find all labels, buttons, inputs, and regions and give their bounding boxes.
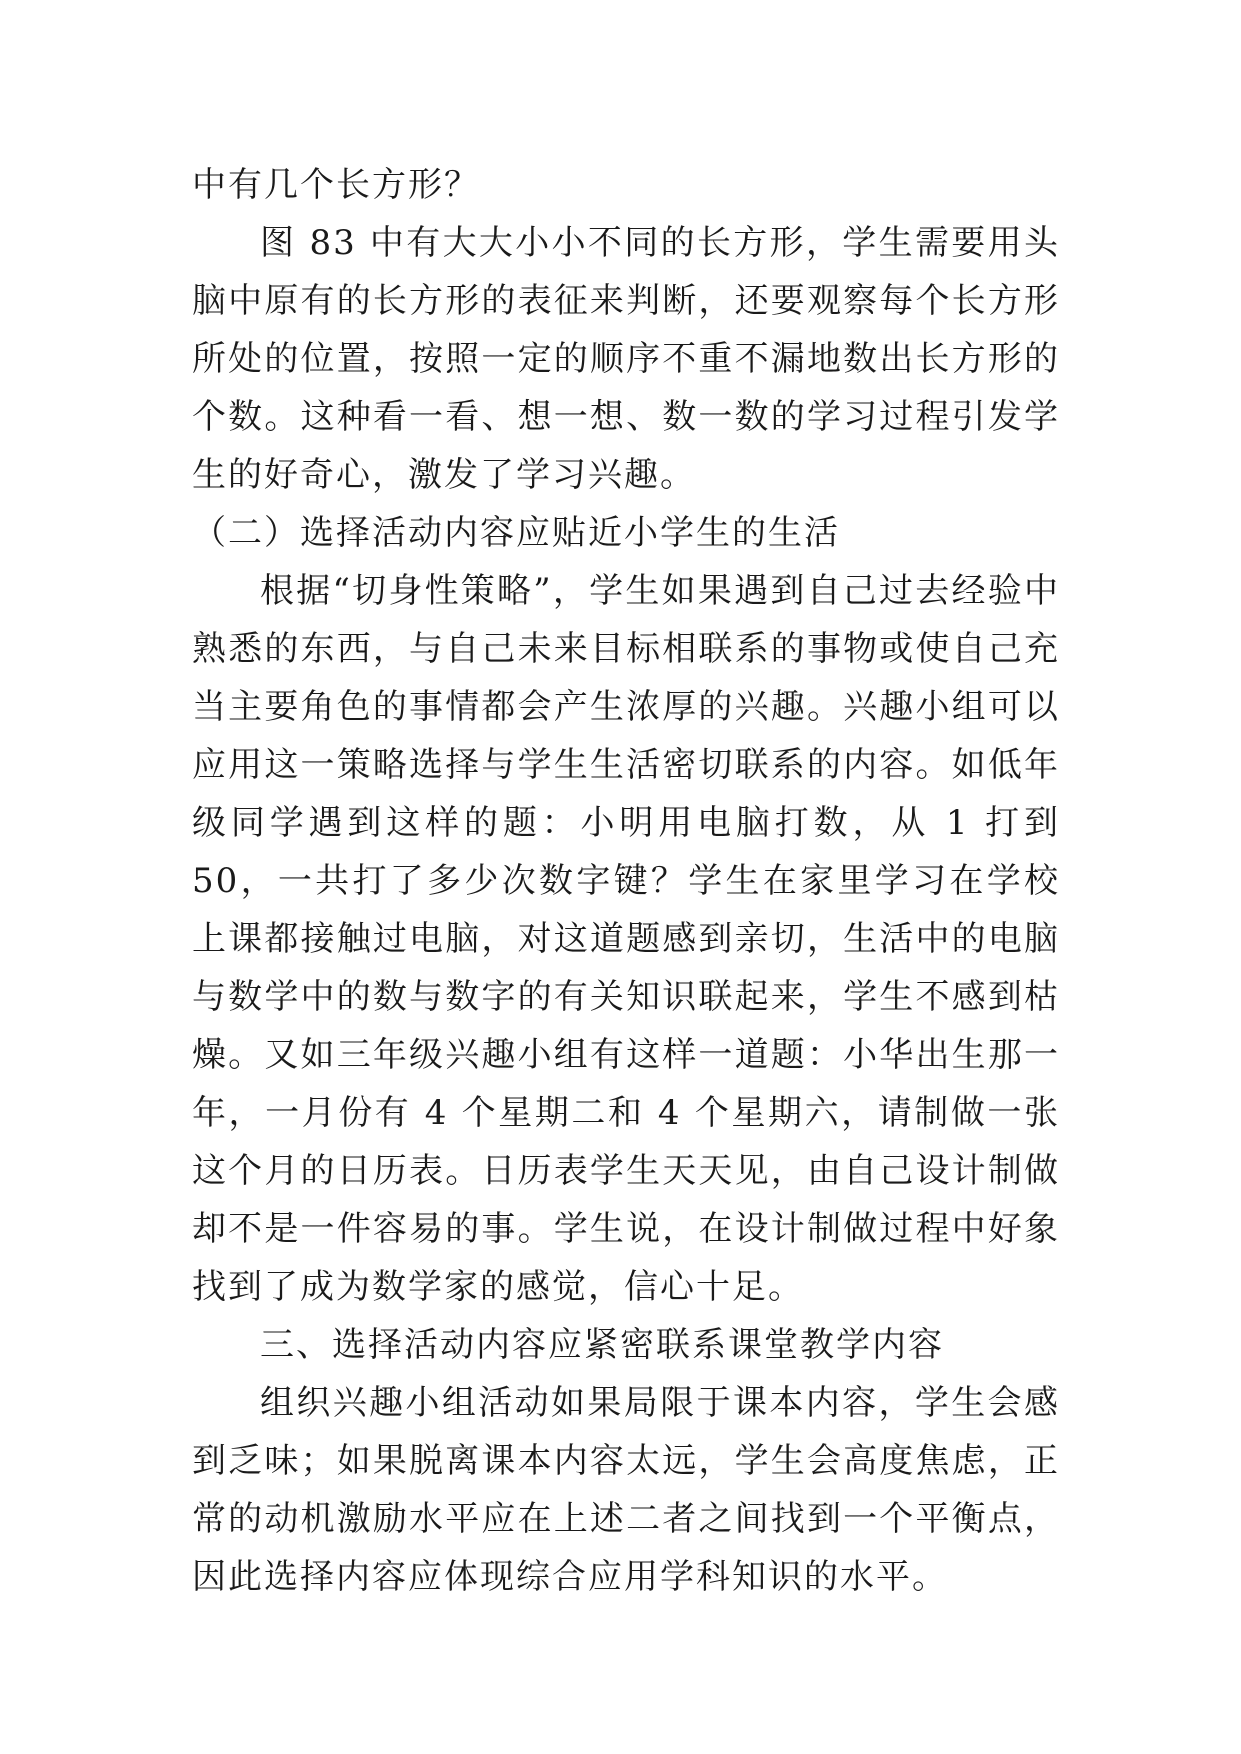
paragraph-rectangles: 图 83 中有大大小小不同的长方形，学生需要用头脑中原有的长方形的表征来判断，还要观察每个长方形所处的位置，按照一定的顺序不重不漏地数出长方形的个数。这种看一看、想一想、数一数的学习过程引发学生的好奇心，激发了学习兴趣。 [192,223,1060,495]
paragraph-relevance-strategy: 根据“切身性策略”，学生如果遇到自己过去经验中熟悉的东西，与自己未来目标相联系的事物或使自己充当主要角色的事情都会产生浓厚的兴趣。兴趣小组可以应用这一策略选择与学生生活密切联系的内容。如低年级同学遇到这样的题：小明用电脑打数，从 1 打到 50，一共打了多少次数字键？学生在家里学习在学校上课都接触过电脑，对这道题感到亲切，生活中的电脑与数学中的数与数字的有关知识联起来，学生不感到枯燥。又如三年级兴趣小组有这样一道题：小华出生那一年，一月份有 4 个星期二和 4 个星期六，请制做一张这个月的日历表。日历表学生天天见，由自己设计制做却不是一件容易的事。学生说，在设计制做过程中好象找到了成为数学家的感觉，信心十足。 [192,571,1060,1307]
section-subheading: （二）选择活动内容应贴近小学生的生活 [192,513,840,553]
paragraph-continuation: 中有几个长方形？ [192,165,480,205]
document-body [192,156,1060,1606]
section-heading: 三、选择活动内容应紧密联系课堂教学内容 [260,1325,944,1365]
paragraph-classroom-link: 组织兴趣小组活动如果局限于课本内容，学生会感到乏味；如果脱离课本内容太远，学生会高度焦虑，正常的动机激励水平应在上述二者之间找到一个平衡点，因此选择内容应体现综合应用学科知识的水平。 [192,1383,1060,1597]
